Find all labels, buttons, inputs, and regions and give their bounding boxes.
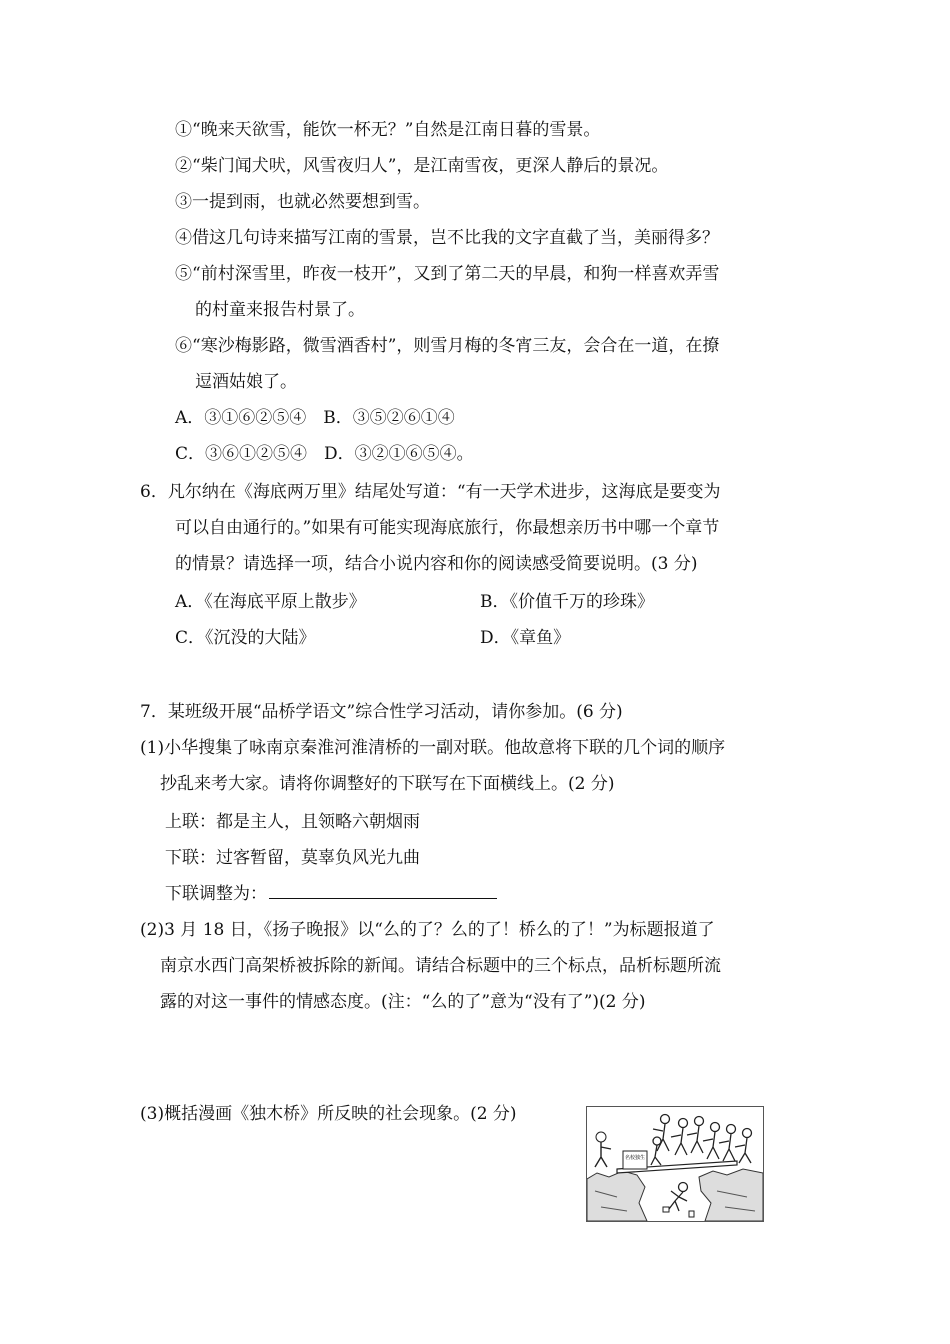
q5-item-2: ②“柴门闻犬吠，风雪夜归人”，是江南雪夜，更深人静后的景况。 <box>175 156 669 176</box>
q7-part3: (3)概括漫画《独木桥》所反映的社会现象。(2 分) <box>140 1104 517 1124</box>
q6-line-3: 的情景？请选择一项，结合小说内容和你的阅读感受简要说明。(3 分) <box>175 554 698 574</box>
couplet-adjust-row <box>165 882 497 906</box>
q5-item-6-cont: 逗酒姑娘了。 <box>195 372 297 392</box>
cartoon-dumuqiao <box>586 1106 764 1222</box>
q7-part1-line-1: (1)小华搜集了咏南京秦淮河淮清桥的一副对联。他故意将下联的几个词的顺序 <box>140 738 726 758</box>
q5-item-5: ⑤“前村深雪里，昨夜一枝开”，又到了第二天的早晨，和狗一样喜欢弄雪 <box>175 264 720 284</box>
q6-line-2: 可以自由通行的。”如果有可能实现海底旅行，你最想亲历书中哪一个章节 <box>175 518 720 538</box>
q7-part1-line-2: 抄乱来考大家。请将你调整好的下联写在下面横线上。(2 分) <box>160 774 615 794</box>
q7-part2-line-3: 露的对这一事件的情感态度。(注：“么的了”意为“没有了”)(2 分) <box>160 992 646 1012</box>
q6-option-a: A．《在海底平原上散步》 <box>175 592 366 612</box>
q5-item-5-cont: 的村童来报告村景了。 <box>195 300 365 320</box>
q5-options-cd: C．③⑥①②⑤④ D．③②①⑥⑤④。 <box>175 444 474 464</box>
q6-option-c: C．《沉没的大陆》 <box>175 628 316 648</box>
q5-item-1: ①“晚来天欲雪，能饮一杯无？”自然是江南日暮的雪景。 <box>175 120 601 140</box>
q7-part2-line-2: 南京水西门高架桥被拆除的新闻。请结合标题中的三个标点，品析标题所流 <box>160 956 721 976</box>
q6-line-1: 6．凡尔纳在《海底两万里》结尾处写道：“有一天学术进步，这海底是要变为 <box>140 482 721 502</box>
couplet-lower: 下联：过客暂留，莫辜负风光九曲 <box>165 848 420 868</box>
q6-option-b: B．《价值千万的珍珠》 <box>480 592 654 612</box>
q7-part2-line-1: (2)3 月 18 日，《扬子晚报》以“么的了？么的了！桥么的了！”为标题报道了 <box>140 920 715 940</box>
cartoon-drawing <box>587 1107 763 1221</box>
q6-option-d: D．《章鱼》 <box>480 628 571 648</box>
couplet-adjust-label: 下联调整为： <box>165 884 267 904</box>
couplet-upper: 上联：都是主人，且领略六朝烟雨 <box>165 812 420 832</box>
q7-title: 7．某班级开展“品桥学语文”综合性学习活动，请你参加。(6 分) <box>140 702 623 722</box>
q5-item-6: ⑥“寒沙梅影路，微雪酒香村”，则雪月梅的冬宵三友，会合在一道，在撩 <box>175 336 720 356</box>
q5-item-4: ④借这几句诗来描写江南的雪景，岂不比我的文字直截了当，美丽得多？ <box>175 228 719 248</box>
answer-blank[interactable] <box>269 882 497 899</box>
cartoon-sign-text: 名校独生 <box>624 1155 646 1161</box>
q5-item-3: ③一提到雨，也就必然要想到雪。 <box>175 192 430 212</box>
q5-options-ab: A．③①⑥②⑤④ B．③⑤②⑥①④ <box>175 408 455 428</box>
